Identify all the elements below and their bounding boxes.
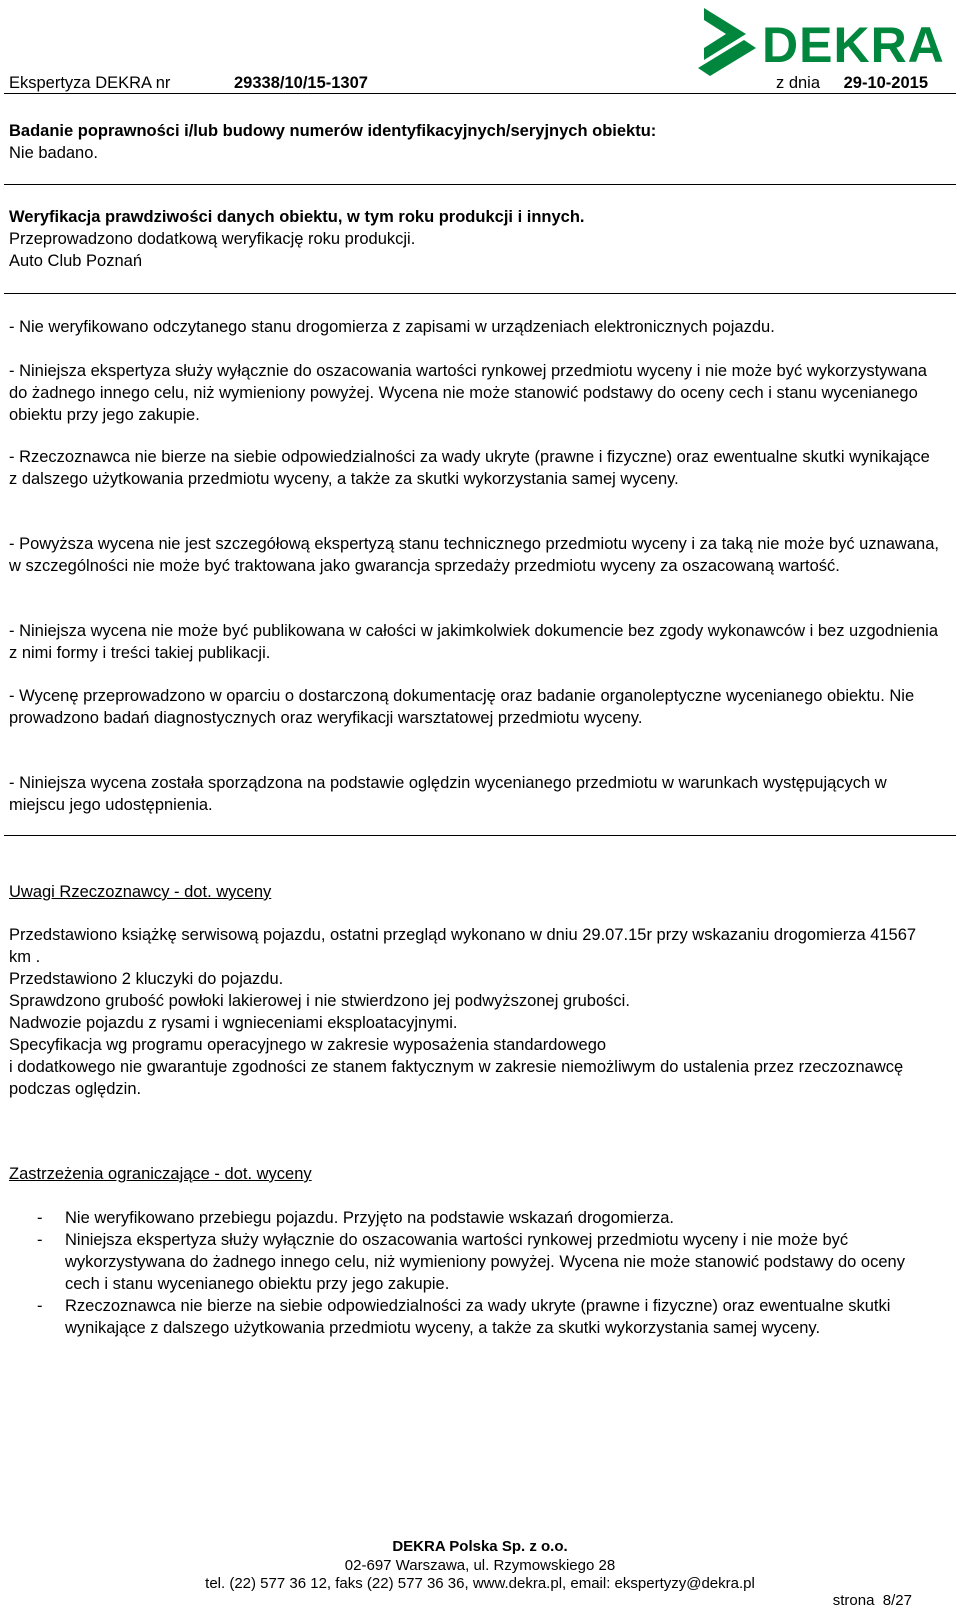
footer-company: DEKRA Polska Sp. z o.o. [392, 1538, 568, 1555]
page-label: strona [832, 1592, 875, 1609]
verify-section-line1: Przeprowadzono dodatkową weryfikację roku produkcji. [9, 230, 416, 248]
date-label: z dnia [776, 74, 821, 92]
list-item-text: Nie weryfikowano przebiegu pojazdu. Przyjęto na podstawie wskazań drogomierza. [65, 1209, 674, 1227]
list-item-text: Rzeczoznawca nie bierze na siebie odpowiedzialności za wady ukryte (prawne i fizyczne) oraz ewentualne skutki wynikające z dalszego użytkowania przedmiotu wyceny, a także za skutki wykorzystania samej wyceny. [65, 1297, 891, 1337]
list-item [9, 1229, 930, 1295]
list-dash: - [37, 1297, 43, 1315]
list-item-text: Niniejsza ekspertyza służy wyłącznie do oszacowania wartości rynkowej przedmiotu wyceny i nie może być wykorzystywana do żadnego innego celu, niż wymieniony powyżej. Wycena nie może stanowić podstawy do oceny cech i stanu wycenianego obiektu przy jego zakupie. [65, 1231, 905, 1293]
remarks-line: Specyfikacja wg programu operacyjnego w zakresie wyposażenia standardowego [9, 1036, 607, 1054]
header-rule [4, 93, 956, 94]
note-paragraph: - Niniejsza ekspertyza służy wyłącznie do oszacowania wartości rynkowej przedmiotu wyceny i nie może być wykorzystywana do żadnego innego celu, niż wymieniony powyżej. Wycena nie może stanowić podstawy do oceny cech i stanu wycenianego obiektu przy jego zakupie. [9, 362, 927, 424]
page-value: 8/27 [882, 1592, 912, 1609]
remarks-line: Przedstawiono 2 kluczyki do pojazdu. [9, 970, 284, 988]
dekra-logo-graphic [698, 4, 958, 80]
page-number [833, 1590, 912, 1612]
restrictions-title: Zastrzeżenia ograniczające - dot. wyceny [9, 1165, 312, 1183]
list-item [9, 1295, 930, 1339]
verify-section-line2: Auto Club Poznań [9, 252, 143, 270]
ident-section-title: Badanie poprawności i/lub budowy numerów identyfikacyjnych/seryjnych obiektu: [9, 122, 657, 140]
remarks-line: i dodatkowego nie gwarantuje zgodności ze stanem faktycznym w zakresie niemożliwym do ustalenia przez rzeczoznawcę podczas oględzin. [9, 1058, 904, 1098]
note-paragraph: - Rzeczoznawca nie bierze na siebie odpowiedzialności za wady ukryte (prawne i fizyczne) oraz ewentualne skutki wynikające z dalszego użytkowania przedmiotu wyceny, a także za skutki wykorzystania samej wyceny. [9, 448, 930, 488]
note-paragraph: - Powyższa wycena nie jest szczegółową ekspertyzą stanu technicznego przedmiotu wyceny i za taką nie może być uznawana, w szczególności nie może być traktowana jako gwarancja sprzedaży przedmiotu wyceny za oszacowaną wartość. [9, 535, 939, 575]
list-dash: - [37, 1231, 43, 1249]
expertise-date: 29-10-2015 [843, 74, 928, 92]
remarks-line: Nadwozie pojazdu z rysami i wgnieceniami eksploatacyjnymi. [9, 1014, 458, 1032]
ident-section-value: Nie badano. [9, 144, 98, 162]
document-header [9, 72, 928, 94]
section-rule-1 [4, 184, 956, 185]
dekra-logo-text: DEKRA [762, 17, 945, 73]
footer-address: 02-697 Warszawa, ul. Rzymowskiego 28 [344, 1557, 616, 1574]
list-dash: - [37, 1209, 43, 1227]
expertise-label: Ekspertyza DEKRA nr [9, 74, 171, 92]
note-paragraph: - Wycenę przeprowadzono w oparciu o dostarczoną dokumentację oraz badanie organoleptyczne wycenianego obiektu. Nie prowadzono badań diagnostycznych oraz weryfikacji warsztatowej przedmiotu wyceny. [9, 687, 915, 727]
note-paragraph: - Niniejsza wycena została sporządzona na podstawie oględzin wycenianego przedmiotu w warunkach występujących w miejscu jego udostępnienia. [9, 774, 887, 814]
footer-contact: tel. (22) 577 36 12, faks (22) 577 36 36, www.dekra.pl, email: ekspertyzy@dekra.pl [205, 1575, 755, 1592]
expertise-number: 29338/10/15-1307 [234, 74, 368, 92]
remarks-line: Przedstawiono książkę serwisową pojazdu, ostatni przegląd wykonano w dniu 29.07.15r przy wskazaniu drogomierza 41567 km . [9, 926, 917, 966]
restrictions-list [9, 1207, 930, 1339]
remarks-line: Sprawdzono grubość powłoki lakierowej i nie stwierdzono jej podwyższonej grubości. [9, 992, 630, 1010]
remarks-title: Uwagi Rzeczoznawcy - dot. wyceny [9, 883, 272, 901]
note-paragraph: - Niniejsza wycena nie może być publikowana w całości w jakimkolwiek dokumencie bez zgody wykonawców i bez uzgodnienia z nimi formy i treści takiej publikacji. [9, 622, 939, 662]
note-paragraph: - Nie weryfikowano odczytanego stanu drogomierza z zapisami w urządzeniach elektronicznych pojazdu. [9, 318, 775, 336]
section-rule-2 [4, 293, 956, 294]
verify-section-title: Weryfikacja prawdziwości danych obiektu, w tym roku produkcji i innych. [9, 208, 585, 226]
section-rule-3 [4, 835, 956, 836]
list-item [9, 1207, 930, 1229]
dekra-logo [698, 4, 958, 80]
